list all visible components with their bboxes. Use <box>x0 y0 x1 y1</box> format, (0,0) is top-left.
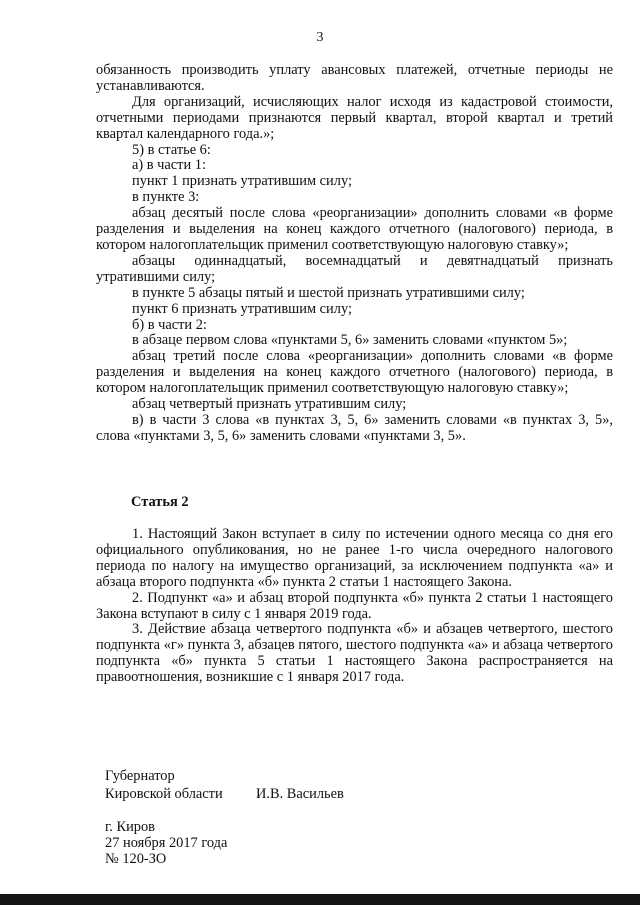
place-date-block <box>105 819 227 867</box>
paragraph: 3. Действие абзаца четвертого подпункта «б» и абзацев четвертого, шестого подпункта «г» пункта 3, абзацев пятого, шестого подпункта «а» и абзаца четвертого подпункта «б» пункта 5 статьи 1 настоящего Закона распространяется на правоотношения, возникшие с 1 января 2017 года. <box>96 621 613 686</box>
paragraph: пункт 1 признать утратившим силу; <box>132 173 352 190</box>
law-number: № 120-ЗО <box>105 851 167 867</box>
paragraph: 1. Настоящий Закон вступает в силу по истечении одного месяца со дня его официального опубликования, но не ранее 1-го числа очередного налогового периода по налогу на имущество организаций, за исключением подпункта «а» и абзаца второго подпункта «б» пункта 2 статьи 1 настоящего Закона. <box>96 526 613 590</box>
paragraph: пункт 6 признать утратившим силу; <box>132 300 352 317</box>
paragraph: абзац десятый после слова «реорганизации» дополнить словами «в форме разделения и выделения на конец каждого отчетного (налогового) периода, в котором налогоплательщик применил соответствующую налоговую ставку»; <box>96 205 613 253</box>
paragraph: в) в части 3 слова «в пунктах 3, 5, 6» заменить словами «в пунктах 3, 5», слова «пунктами 3, 5, 6» заменить словами «пунктами 3, 5». <box>96 411 613 444</box>
paragraph: обязанность производить уплату авансовых платежей, отчетные периоды не устанавливаются. <box>96 62 613 94</box>
city: г. Киров <box>105 819 155 835</box>
paragraph: в абзаце первом слова «пунктами 5, 6» заменить словами «пунктом 5»; <box>132 332 568 349</box>
signatory-title: Губернатор <box>105 768 175 784</box>
paragraph: 5) в статье 6: <box>132 141 211 158</box>
paragraph: 2. Подпункт «а» и абзац второй подпункта «б» пункта 2 статьи 1 настоящего Закона вступают в силу с 1 января 2019 года. <box>96 589 613 622</box>
paragraph: абзац четвертый признать утратившим силу; <box>132 396 407 413</box>
paragraph: в пункте 5 абзацы пятый и шестой признать утратившими силу; <box>132 284 525 301</box>
paragraph: б) в части 2: <box>132 316 207 333</box>
paragraph: а) в части 1: <box>132 157 206 174</box>
article-2-heading: Статья 2 <box>131 494 189 510</box>
paragraph: в пункте 3: <box>132 189 200 206</box>
paragraph: абзац третий после слова «реорганизации» дополнить словами «в форме разделения и выделения на конец каждого отчетного (налогового) периода, в котором налогоплательщик применил соответствующую налоговую ставку»; <box>96 348 613 397</box>
paragraph: Для организаций, исчисляющих налог исходя из кадастровой стоимости, отчетными периодами признаются первый квартал, второй квартал и третий квартал календарного года.»; <box>96 93 613 142</box>
article-2-body <box>96 527 613 686</box>
paragraph: абзацы одиннадцатый, восемнадцатый и девятнадцатый признать утратившими силу; <box>96 252 613 285</box>
signatory-region: Кировской области <box>105 786 223 802</box>
article-1-continuation <box>96 63 613 445</box>
signature-block <box>105 767 344 803</box>
page-number: 3 <box>316 30 324 45</box>
signatory-name: И.В. Васильев <box>256 786 344 802</box>
scan-bottom-edge <box>0 894 640 905</box>
law-date: 27 ноября 2017 года <box>105 835 228 851</box>
